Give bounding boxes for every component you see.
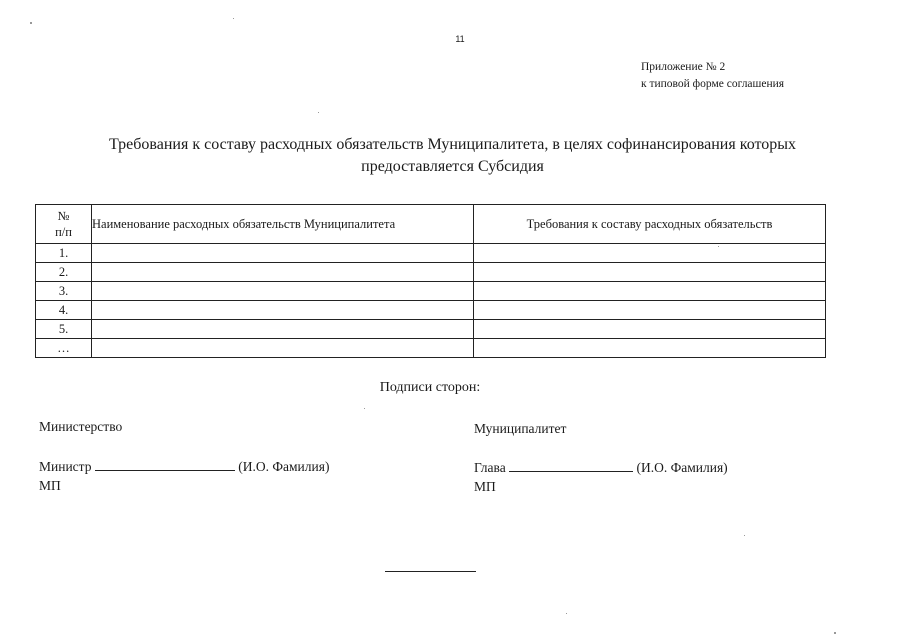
row-obligation-name (92, 301, 474, 320)
scan-speck (30, 22, 32, 24)
row-requirements (474, 263, 826, 282)
row-requirements (474, 244, 826, 263)
row-number: 2. (36, 263, 92, 282)
municipality-signature-line (474, 459, 728, 476)
ministry-position: Министр (39, 459, 92, 474)
annex-line-2: к типовой форме соглашения (641, 78, 785, 90)
row-number: 5. (36, 320, 92, 339)
ministry-signature-line (39, 458, 329, 475)
scan-speck (233, 18, 234, 19)
scan-speck (566, 613, 567, 614)
ministry-signature-blank (95, 458, 235, 471)
table-row (36, 339, 826, 358)
table-row (36, 282, 826, 301)
annex-reference (641, 59, 784, 93)
scan-speck (744, 535, 745, 536)
header-obligation-name: Наименование расходных обязательств Муниципалитета (92, 205, 474, 244)
header-requirements: Требования к составу расходных обязательств (474, 205, 826, 244)
annex-line-1: Приложение № 2 (641, 61, 726, 73)
scan-speck (834, 632, 836, 634)
row-number: 1. (36, 244, 92, 263)
signatures-title: Подписи сторон: (379, 380, 481, 395)
row-requirements (474, 339, 826, 358)
row-requirements (474, 301, 826, 320)
party-ministry: Министерство (39, 419, 123, 434)
page-number: 11 (455, 34, 465, 44)
row-number: 3. (36, 282, 92, 301)
table-row (36, 301, 826, 320)
scan-speck (718, 246, 719, 247)
document-title-line-1: Требования к составу расходных обязательств Муниципалитета, в целях софинансирования которых (108, 136, 797, 153)
scan-speck (318, 112, 319, 113)
municipality-name-hint: (И.О. Фамилия) (636, 460, 728, 475)
municipality-signature-blank (509, 459, 633, 472)
header-number-symbol: № (57, 209, 70, 223)
table-row (36, 263, 826, 282)
table-header-row (36, 205, 826, 244)
row-requirements (474, 282, 826, 301)
footer-separator-line (385, 571, 476, 572)
municipality-stamp-place: МП (474, 479, 496, 494)
scan-speck (364, 408, 365, 409)
ministry-name-hint: (И.О. Фамилия) (238, 459, 330, 474)
row-obligation-name (92, 244, 474, 263)
row-number: … (36, 339, 92, 358)
header-number-abbrev: п/п (55, 225, 72, 239)
row-number: 4. (36, 301, 92, 320)
requirements-table (35, 204, 826, 358)
document-title (40, 134, 865, 178)
row-obligation-name (92, 320, 474, 339)
ministry-stamp-place: МП (39, 478, 61, 493)
party-municipality: Муниципалитет (474, 421, 567, 436)
row-obligation-name (92, 339, 474, 358)
row-obligation-name (92, 263, 474, 282)
table-row (36, 320, 826, 339)
municipality-position: Глава (474, 460, 506, 475)
row-obligation-name (92, 282, 474, 301)
table-row (36, 244, 826, 263)
document-title-line-2: предоставляется Субсидия (361, 158, 544, 175)
header-number (36, 205, 92, 244)
row-requirements (474, 320, 826, 339)
